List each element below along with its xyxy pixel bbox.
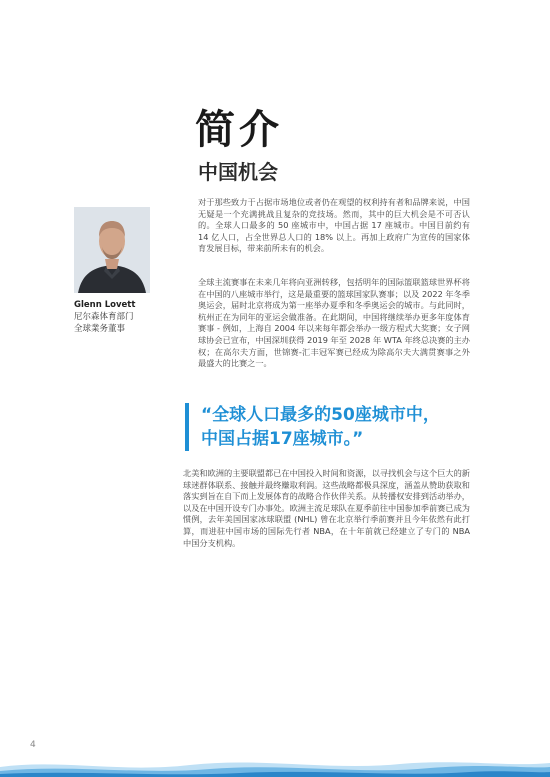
section-subtitle: 中国机会	[198, 160, 278, 184]
paragraph-intro: 对于那些致力于占据市场地位或者仍在观望的权利持有者和品牌来说，中国无疑是一个充满挑战且复杂的竞技场。然而，其中的巨大机会是不可否认的。全球人口最多的 50 座城市中，中国占据 17 座城市。中国目前约有 14 亿人口，占全世界总人口的 18% 以上。再加上政府广为宣传的国家体育发展目标，带来前所未有的机会。	[198, 197, 470, 254]
portrait-illustration	[74, 207, 150, 293]
pull-quote-line1: “全球人口最多的50座城市中，	[201, 405, 440, 425]
person-title-line1: 尼尔森体育部门	[74, 312, 134, 322]
page-title: 简介	[195, 107, 283, 153]
person-name: Glenn Lovett	[74, 300, 136, 310]
pull-quote-line2: 中国占据17座城市。”	[201, 429, 364, 449]
person-title-line2: 全球業务董事	[74, 324, 126, 334]
page-number: 4	[30, 740, 36, 750]
portrait-photo	[74, 207, 150, 293]
pull-quote	[185, 403, 501, 451]
paragraph-events: 全球主流赛事在未来几年将向亚洲转移，包括明年的国际篮联篮球世界杯将在中国的八座城市举行，这是最重要的篮球国家队赛事；以及 2022 年冬季奥运会，届时北京将成为第一座举办夏季和冬季奥运会的城市。与此同时，杭州正在为同年的亚运会做准备。在此期间，中国将继续举办更多年度体育赛事 - 例如，上海自 2004 年以来每年都会举办一级方程式大奖赛；女子网球协会已宣布，中国深圳获得 2019 年至 2028 年 WTA 年终总决赛的主办权；在高尔夫方面，世锦赛-汇丰冠军赛已经成为除高尔夫大满贯赛事之外最盛大的比赛之一。	[198, 277, 470, 369]
paragraph-leagues: 北美和欧洲的主要联盟都已在中国投入时间和资源，以寻找机会与这个巨大的新球迷群体联系、接触并最终赚取利润。这些战略都极具深度，涵盖从赞助获取和落实到旨在自下而上发展体育的战略合作伙伴关系。从转播权安排到活动举办，以及在中国开设专门办事处。欧洲主流足球队在夏季前往中国参加季前赛已成为惯例，去年美国国家冰球联盟 (NHL) 曾在北京举行季前赛并且今年依然有此打算，而进驻中国市场的国际先行者 NBA，在十年前就已经建立了专门的 NBA 中国分支机构。	[183, 468, 470, 548]
person-caption	[74, 299, 184, 335]
footer-wave-decoration	[0, 755, 550, 777]
